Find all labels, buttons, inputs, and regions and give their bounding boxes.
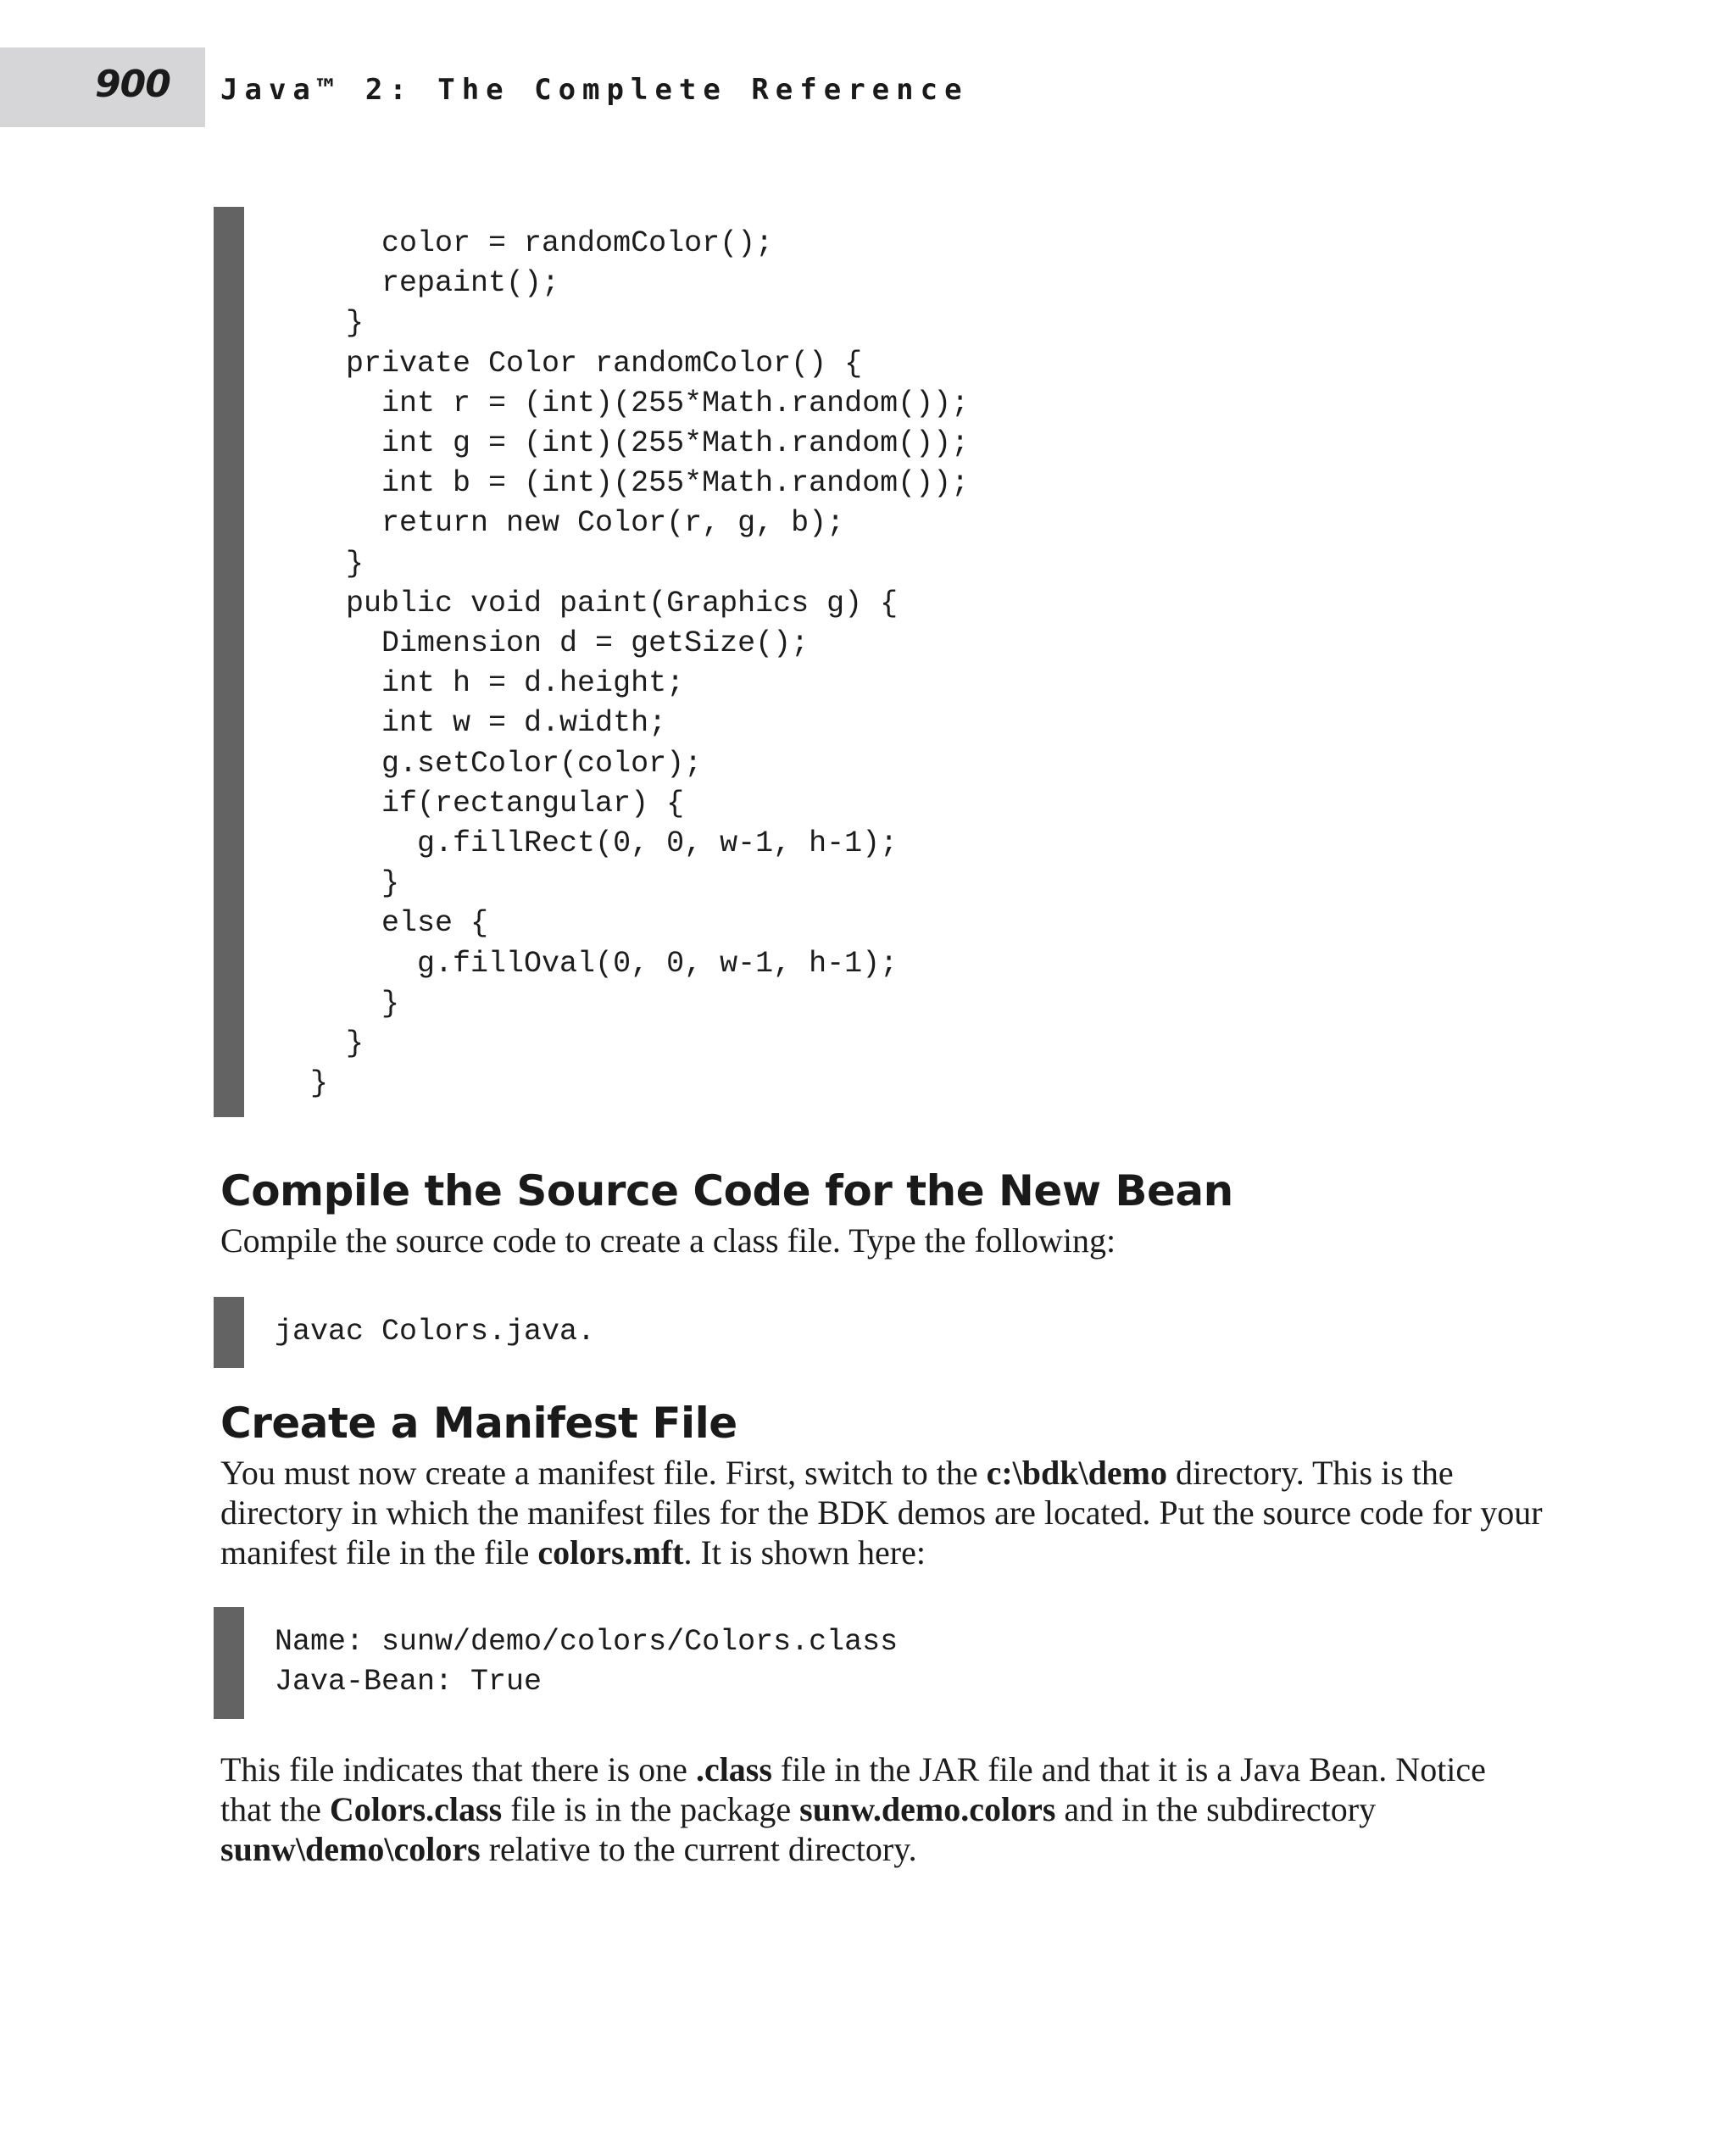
text-run: and in the subdirectory <box>1055 1790 1377 1828</box>
text-run: file is in the package <box>502 1790 800 1828</box>
paragraph-manifest-intro <box>220 1453 1543 1572</box>
section-heading-manifest: Create a Manifest File <box>220 1399 737 1448</box>
term-subdirectory: sunw\demo\colors <box>220 1830 481 1868</box>
text-run: This file indicates that there is one <box>220 1750 696 1788</box>
paragraph-manifest-explanation <box>220 1749 1543 1869</box>
path-bdk-demo: c:\bdk\demo <box>986 1454 1167 1492</box>
running-header-title: Java™ 2: The Complete Reference <box>220 73 969 107</box>
paragraph-compile: Compile the source code to create a class file. Type the following: <box>220 1221 1116 1260</box>
text-run: relative to the current directory. <box>480 1830 917 1868</box>
text-run: You must now create a manifest file. First, switch to the <box>220 1454 987 1492</box>
code-text: javac Colors.java. <box>275 1315 596 1349</box>
code-margin-bar <box>214 207 244 1117</box>
text-run: . It is shown here: <box>683 1533 926 1571</box>
text-run: file in the JAR file and that it is a Java Bean. Notice that the <box>220 1750 1486 1828</box>
term-colors-class: Colors.class <box>329 1790 503 1828</box>
term-package: sunw.demo.colors <box>799 1790 1056 1828</box>
filename-colors-mft: colors.mft <box>537 1533 684 1571</box>
text-run: directory. This is the directory in which the manifest files for the BDK demos are located. Put the source code for your manifest file in the file <box>220 1454 1543 1571</box>
code-text: Name: sunw/demo/colors/Colors.class Java-Bean: True <box>275 1625 899 1699</box>
code-margin-bar <box>214 1297 244 1368</box>
section-heading-compile: Compile the Source Code for the New Bean <box>220 1166 1233 1215</box>
term-class: .class <box>695 1750 772 1788</box>
code-text: color = randomColor(); repaint(); } private Color randomColor() { int r = (int)(255*Math.random()); int g = (int)(255*Math.random()); int b = (int)(255*Math.random()); return new Color(r, g, b); } public void paint(Graphics g) { Dimension d = getSize(); int h = d.height; int w = d.width; g.setColor(color); if(rectangular) { g.fillRect(0, 0, w-1, h-1); } else { g.fillOval(0, 0, w-1, h-1); } } } <box>310 226 970 1101</box>
page-number: 900 <box>95 63 170 106</box>
code-margin-bar <box>214 1607 244 1719</box>
